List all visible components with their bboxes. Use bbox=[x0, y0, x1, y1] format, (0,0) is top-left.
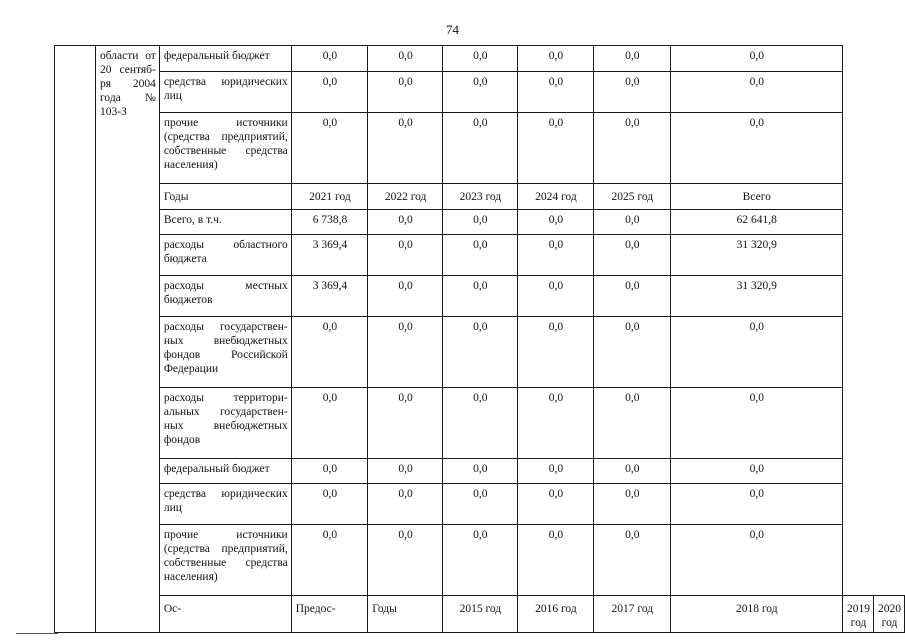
value-cell: 0,0 bbox=[594, 317, 670, 388]
years-label: Годы bbox=[159, 184, 291, 210]
value-cell: 0,0 bbox=[368, 235, 443, 276]
table-row bbox=[55, 72, 905, 113]
law-reference-text: области от 20 сентяб-ря 2004 года № 103-З bbox=[99, 50, 156, 118]
row-label: федеральный бюджет bbox=[159, 46, 291, 72]
total-header: Всего bbox=[670, 184, 842, 210]
law-reference-cell bbox=[95, 46, 159, 633]
value-cell: 0,0 bbox=[443, 72, 518, 113]
value-cell: 0,0 bbox=[517, 525, 593, 596]
value-cell: 0,0 bbox=[594, 46, 670, 72]
row-label: расходы государствен-ных внебюджетных фондов Российской Федерации bbox=[159, 317, 291, 388]
value-cell: 0,0 bbox=[517, 72, 593, 113]
value-cell: 0,0 bbox=[517, 317, 593, 388]
row-label: расходы местных бюджетов bbox=[159, 276, 291, 317]
year-header: 2024 год bbox=[517, 184, 593, 210]
value-cell: 0,0 bbox=[517, 113, 593, 184]
next-section-years-row bbox=[55, 596, 905, 633]
value-cell: 0,0 bbox=[443, 235, 518, 276]
years-label: Годы bbox=[368, 596, 443, 633]
next-section-title: Предос- bbox=[291, 596, 367, 633]
row-label: прочие источники (средства предприятий, собственные средства населения) bbox=[159, 113, 291, 184]
value-cell: 0,0 bbox=[368, 484, 443, 525]
year-header: 2018 год bbox=[670, 596, 842, 633]
row-label: прочие источники (средства предприятий, собственные средства населения) bbox=[159, 525, 291, 596]
value-cell: 0,0 bbox=[594, 113, 670, 184]
value-cell: 0,0 bbox=[368, 525, 443, 596]
row-label: федеральный бюджет bbox=[159, 459, 291, 484]
value-cell: 0,0 bbox=[594, 210, 670, 235]
value-cell: 0,0 bbox=[594, 276, 670, 317]
table-row bbox=[55, 235, 905, 276]
budget-table-body bbox=[55, 46, 905, 633]
value-cell: 3 369,4 bbox=[291, 276, 367, 317]
value-cell: 0,0 bbox=[368, 276, 443, 317]
value-cell: 0,0 bbox=[670, 46, 842, 72]
value-cell: 0,0 bbox=[368, 317, 443, 388]
value-cell: 0,0 bbox=[594, 459, 670, 484]
value-cell: 0,0 bbox=[368, 459, 443, 484]
row-label: расходы территори-альных государствен-ных внебюджетных фондов bbox=[159, 388, 291, 459]
value-cell: 0,0 bbox=[517, 210, 593, 235]
value-cell: 0,0 bbox=[368, 210, 443, 235]
value-cell: 0,0 bbox=[368, 72, 443, 113]
value-cell: 0,0 bbox=[443, 113, 518, 184]
value-cell: 0,0 bbox=[443, 210, 518, 235]
value-cell: 0,0 bbox=[443, 276, 518, 317]
value-cell: 0,0 bbox=[670, 484, 842, 525]
value-cell: 0,0 bbox=[517, 46, 593, 72]
table-row bbox=[55, 459, 905, 484]
value-cell: 0,0 bbox=[670, 317, 842, 388]
year-header: 2023 год bbox=[443, 184, 518, 210]
year-header: 2019 год bbox=[843, 596, 874, 633]
table-row bbox=[55, 388, 905, 459]
value-cell: 0,0 bbox=[443, 317, 518, 388]
value-cell: 0,0 bbox=[368, 46, 443, 72]
value-cell: 0,0 bbox=[443, 46, 518, 72]
table-row bbox=[55, 210, 905, 235]
next-section-number: Ос- bbox=[159, 596, 291, 633]
table-row bbox=[55, 317, 905, 388]
value-cell: 0,0 bbox=[517, 388, 593, 459]
year-header: 2017 год bbox=[594, 596, 670, 633]
value-cell: 0,0 bbox=[368, 113, 443, 184]
value-cell: 0,0 bbox=[443, 484, 518, 525]
value-cell: 0,0 bbox=[670, 388, 842, 459]
year-header: 2021 год bbox=[291, 184, 367, 210]
value-cell: 0,0 bbox=[291, 525, 367, 596]
year-header: 2022 год bbox=[368, 184, 443, 210]
value-cell: 0,0 bbox=[517, 484, 593, 525]
section-number-cell bbox=[55, 46, 96, 633]
value-cell: 0,0 bbox=[594, 388, 670, 459]
value-cell: 0,0 bbox=[291, 484, 367, 525]
value-cell: 0,0 bbox=[443, 459, 518, 484]
value-cell: 0,0 bbox=[517, 276, 593, 317]
year-header: 2015 год bbox=[443, 596, 518, 633]
value-cell: 0,0 bbox=[291, 388, 367, 459]
value-cell: 0,0 bbox=[291, 72, 367, 113]
row-label: Всего, в т.ч. bbox=[159, 210, 291, 235]
value-cell: 0,0 bbox=[517, 459, 593, 484]
value-cell: 0,0 bbox=[594, 235, 670, 276]
value-cell: 0,0 bbox=[443, 525, 518, 596]
year-header: 2020 год bbox=[874, 596, 905, 633]
row-label: средства юридических лиц bbox=[159, 72, 291, 113]
year-header: 2016 год bbox=[517, 596, 593, 633]
value-cell: 0,0 bbox=[517, 235, 593, 276]
year-header: 2025 год bbox=[594, 184, 670, 210]
table-row bbox=[55, 46, 905, 72]
value-cell: 0,0 bbox=[670, 72, 842, 113]
budget-table bbox=[54, 45, 905, 633]
page-number: 74 bbox=[446, 22, 459, 37]
row-label: расходы областного бюджета bbox=[159, 235, 291, 276]
value-cell: 0,0 bbox=[594, 484, 670, 525]
page-edge-rule bbox=[16, 633, 58, 634]
row-label: средства юридических лиц bbox=[159, 484, 291, 525]
value-cell: 0,0 bbox=[291, 317, 367, 388]
value-cell: 62 641,8 bbox=[670, 210, 842, 235]
value-cell: 0,0 bbox=[291, 459, 367, 484]
value-cell: 6 738,8 bbox=[291, 210, 367, 235]
table-row bbox=[55, 113, 905, 184]
years-header-row bbox=[55, 184, 905, 210]
value-cell: 0,0 bbox=[594, 525, 670, 596]
value-cell: 3 369,4 bbox=[291, 235, 367, 276]
table-row bbox=[55, 276, 905, 317]
value-cell: 0,0 bbox=[443, 388, 518, 459]
value-cell: 0,0 bbox=[291, 46, 367, 72]
value-cell: 0,0 bbox=[291, 113, 367, 184]
value-cell: 0,0 bbox=[670, 113, 842, 184]
table-row bbox=[55, 484, 905, 525]
table-row bbox=[55, 525, 905, 596]
value-cell: 0,0 bbox=[670, 459, 842, 484]
value-cell: 31 320,9 bbox=[670, 235, 842, 276]
value-cell: 31 320,9 bbox=[670, 276, 842, 317]
value-cell: 0,0 bbox=[670, 525, 842, 596]
value-cell: 0,0 bbox=[368, 388, 443, 459]
value-cell: 0,0 bbox=[594, 72, 670, 113]
